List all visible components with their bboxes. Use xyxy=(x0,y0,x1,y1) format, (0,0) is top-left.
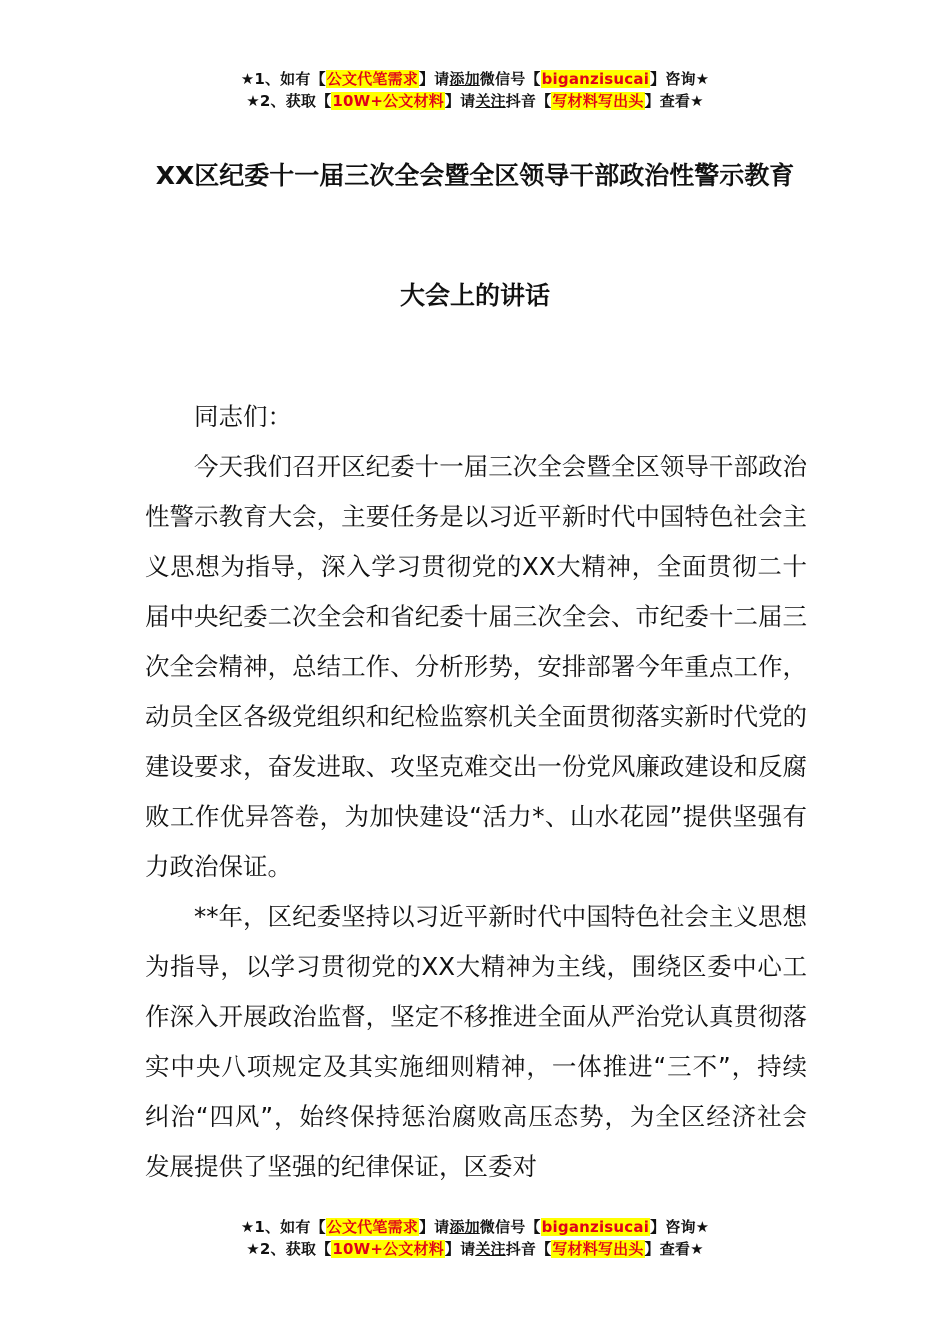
promo-text: 】咨询★ xyxy=(650,70,710,88)
promo-text: 】请 xyxy=(444,1240,476,1258)
promo-text: 】查看★ xyxy=(644,92,704,110)
promo-text: 】请 xyxy=(418,1218,450,1236)
promo-text: 】咨询★ xyxy=(650,1218,710,1236)
paragraph-1: 今天我们召开区纪委十一届三次全会暨全区领导干部政治性警示教育大会，主要任务是以习近平新时代中国特色社会主义思想为指导，深入学习贯彻党的XX大精神，全面贯彻二十届中央纪委二次全会和省纪委十届三次全会、市纪委十二届三次全会精神，总结工作、分析形势，安排部署今年重点工作，动员全区各级党组织和纪检监察机关全面贯彻落实新时代党的建设要求，奋发进取、攻坚克难交出一份党风廉政建设和反腐败工作优异答卷，为加快建设“活力*、山水花园”提供坚强有力政治保证。 xyxy=(145,452,807,881)
promo-highlight-wechat-id: biganzisucai xyxy=(541,1218,650,1236)
promo-line-2 xyxy=(0,90,950,112)
promo-banner-bottom xyxy=(0,1216,950,1260)
promo-text: ★1、如有【 xyxy=(240,70,326,88)
promo-highlight: 10W+公文材料 xyxy=(332,92,444,110)
promo-highlight: 公文代笔需求 xyxy=(326,70,418,88)
promo-text: 抖音【 xyxy=(505,1240,552,1258)
promo-highlight-douyin: 写材料写出头 xyxy=(552,92,644,110)
promo-text: ★2、获取【 xyxy=(246,1240,332,1258)
paragraph-2: **年，区纪委坚持以习近平新时代中国特色社会主义思想为指导，以学习贯彻党的XX大精神为主线，围绕区委中心工作深入开展政治监督，坚定不移推进全面从严治党认真贯彻落实中央八项规定及其实施细则精神，一体推进“三不”，持续纠治“四风”，始终保持惩治腐败高压态势，为全区经济社会发展提供了坚强的纪律保证，区委对 xyxy=(145,902,807,1181)
promo-text: ★1、如有【 xyxy=(240,1218,326,1236)
promo-line-2 xyxy=(0,1238,950,1260)
document-body xyxy=(145,392,807,1192)
promo-highlight-douyin: 写材料写出头 xyxy=(552,1240,644,1258)
promo-highlight: 公文代笔需求 xyxy=(326,1218,418,1236)
promo-line-1 xyxy=(0,1216,950,1238)
promo-underlined: 添加 xyxy=(449,70,480,88)
promo-text: 抖音【 xyxy=(505,92,552,110)
promo-text: 】请 xyxy=(444,92,476,110)
promo-underlined: 关注 xyxy=(475,92,506,110)
salutation: 同志们： xyxy=(194,402,292,431)
promo-highlight: 10W+公文材料 xyxy=(332,1240,444,1258)
promo-text: 】查看★ xyxy=(644,1240,704,1258)
promo-text: 】请 xyxy=(418,70,450,88)
promo-text: 微信号【 xyxy=(479,70,541,88)
promo-text: 微信号【 xyxy=(479,1218,541,1236)
document-title-line-2: 大会上的讲话 xyxy=(399,281,550,310)
document-title-line-1: XX区纪委十一届三次全会暨全区领导干部政治性警示教育 xyxy=(155,161,795,190)
promo-line-1 xyxy=(0,68,950,90)
promo-text: ★2、获取【 xyxy=(246,92,332,110)
promo-highlight-wechat-id: biganzisucai xyxy=(541,70,650,88)
promo-banner-top xyxy=(0,68,950,112)
promo-underlined: 关注 xyxy=(475,1240,506,1258)
promo-underlined: 添加 xyxy=(449,1218,480,1236)
